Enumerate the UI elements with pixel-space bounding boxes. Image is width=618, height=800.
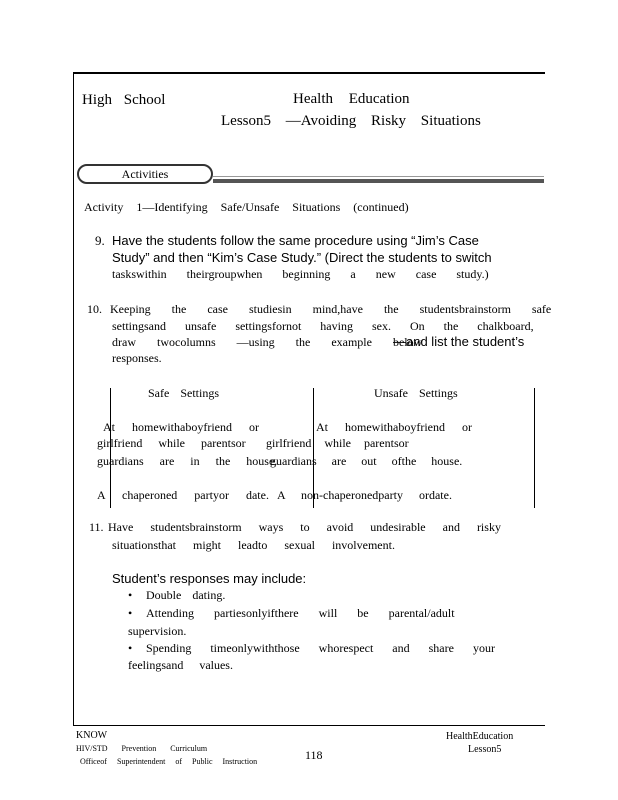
activities-tab: Activities — [77, 164, 213, 184]
column-header-unsafe: Unsafe Settings — [374, 386, 458, 400]
footer-know: KNOW — [76, 730, 108, 741]
footer-office: Officeof Superintendent of Public Instruction — [80, 757, 258, 766]
item10-line3a: draw twocolumns —using the example below — [112, 335, 423, 349]
response-3-continued: feelingsand values. — [128, 658, 233, 672]
item11-line2: situationsthat might leadto sexual involvement. — [112, 538, 395, 552]
response-bullet-1 — [128, 588, 225, 603]
header-school-level: High School — [82, 92, 166, 108]
item9-line3: taskswithin theirgroupwhen beginning a new case study.) — [112, 267, 489, 281]
activity-title: Activity 1—Identifying Safe/Unsafe Situations (continued) — [84, 200, 409, 214]
unsafe-setting-1-line3: guardians are out ofthe house. — [270, 454, 463, 468]
header-lesson-title: Lesson5 —Avoiding Risky Situations — [221, 113, 481, 129]
safe-setting-1-line1: At homewithaboyfriend or — [103, 420, 259, 434]
header-subject: Health Education — [293, 91, 410, 107]
bullet-glyph: • — [128, 588, 133, 602]
responses-header: Student’s responses may include: — [112, 571, 307, 586]
item10-line3b: —and list the student’s — [393, 334, 525, 349]
safe-setting-1-line2: girlfriend while parentsor — [97, 436, 246, 450]
item10-line2: settingsand unsafe settingsfornot having sex. On the chalkboard, — [112, 319, 534, 333]
left-border — [73, 72, 74, 726]
safe-setting-2: A chaperoned partyor date. — [97, 488, 269, 502]
item10-line1: Keeping the case studiesin mind,have the studentsbrainstorm safe — [110, 302, 552, 316]
footer-lesson: Lesson5 — [468, 744, 502, 755]
unsafe-setting-2: A non-chaperonedparty ordate. — [277, 488, 452, 502]
item9-line2: Study” and then “Kim’s Case Study.” (Direct the students to switch — [112, 250, 492, 265]
response-2-continued: supervision. — [128, 624, 187, 638]
footer-curriculum: HIV/STD Prevention Curriculum — [76, 744, 208, 753]
response-bullet-2 — [128, 606, 455, 621]
top-border — [73, 72, 545, 74]
footer-rule — [73, 725, 545, 726]
tab-rule-thin — [213, 176, 544, 177]
item11-line1: Have studentsbrainstorm ways to avoid undesirable and risky — [108, 520, 501, 534]
response-1-text: Double dating. — [146, 588, 226, 602]
unsafe-setting-1-line1: At homewithaboyfriend or — [316, 420, 472, 434]
tab-rule-thick — [213, 179, 544, 183]
item10-number: 10. — [87, 302, 102, 316]
column-header-safe: Safe Settings — [148, 386, 219, 400]
footer-subject: HealthEducation — [446, 731, 514, 742]
item9-number: 9. — [95, 233, 105, 248]
page-number: 118 — [305, 748, 323, 762]
response-3-text: Spending timeonlywiththose whorespect and share your — [146, 641, 495, 655]
unsafe-setting-1-line2: girlfriend while parentsor — [266, 436, 409, 450]
item10-line4: responses. — [112, 351, 162, 365]
response-2-text: Attending partiesonlyifthere will be parental/adult — [146, 606, 455, 620]
table-right-line — [534, 388, 535, 508]
item9-line1: Have the students follow the same procedure using “Jim’s Case — [112, 233, 479, 248]
bullet-glyph: • — [128, 641, 133, 655]
item11-number: 11. — [89, 520, 104, 534]
response-bullet-3 — [128, 641, 495, 656]
safe-setting-1-line3: guardians are in the house. — [97, 454, 278, 468]
bullet-glyph: • — [128, 606, 133, 620]
